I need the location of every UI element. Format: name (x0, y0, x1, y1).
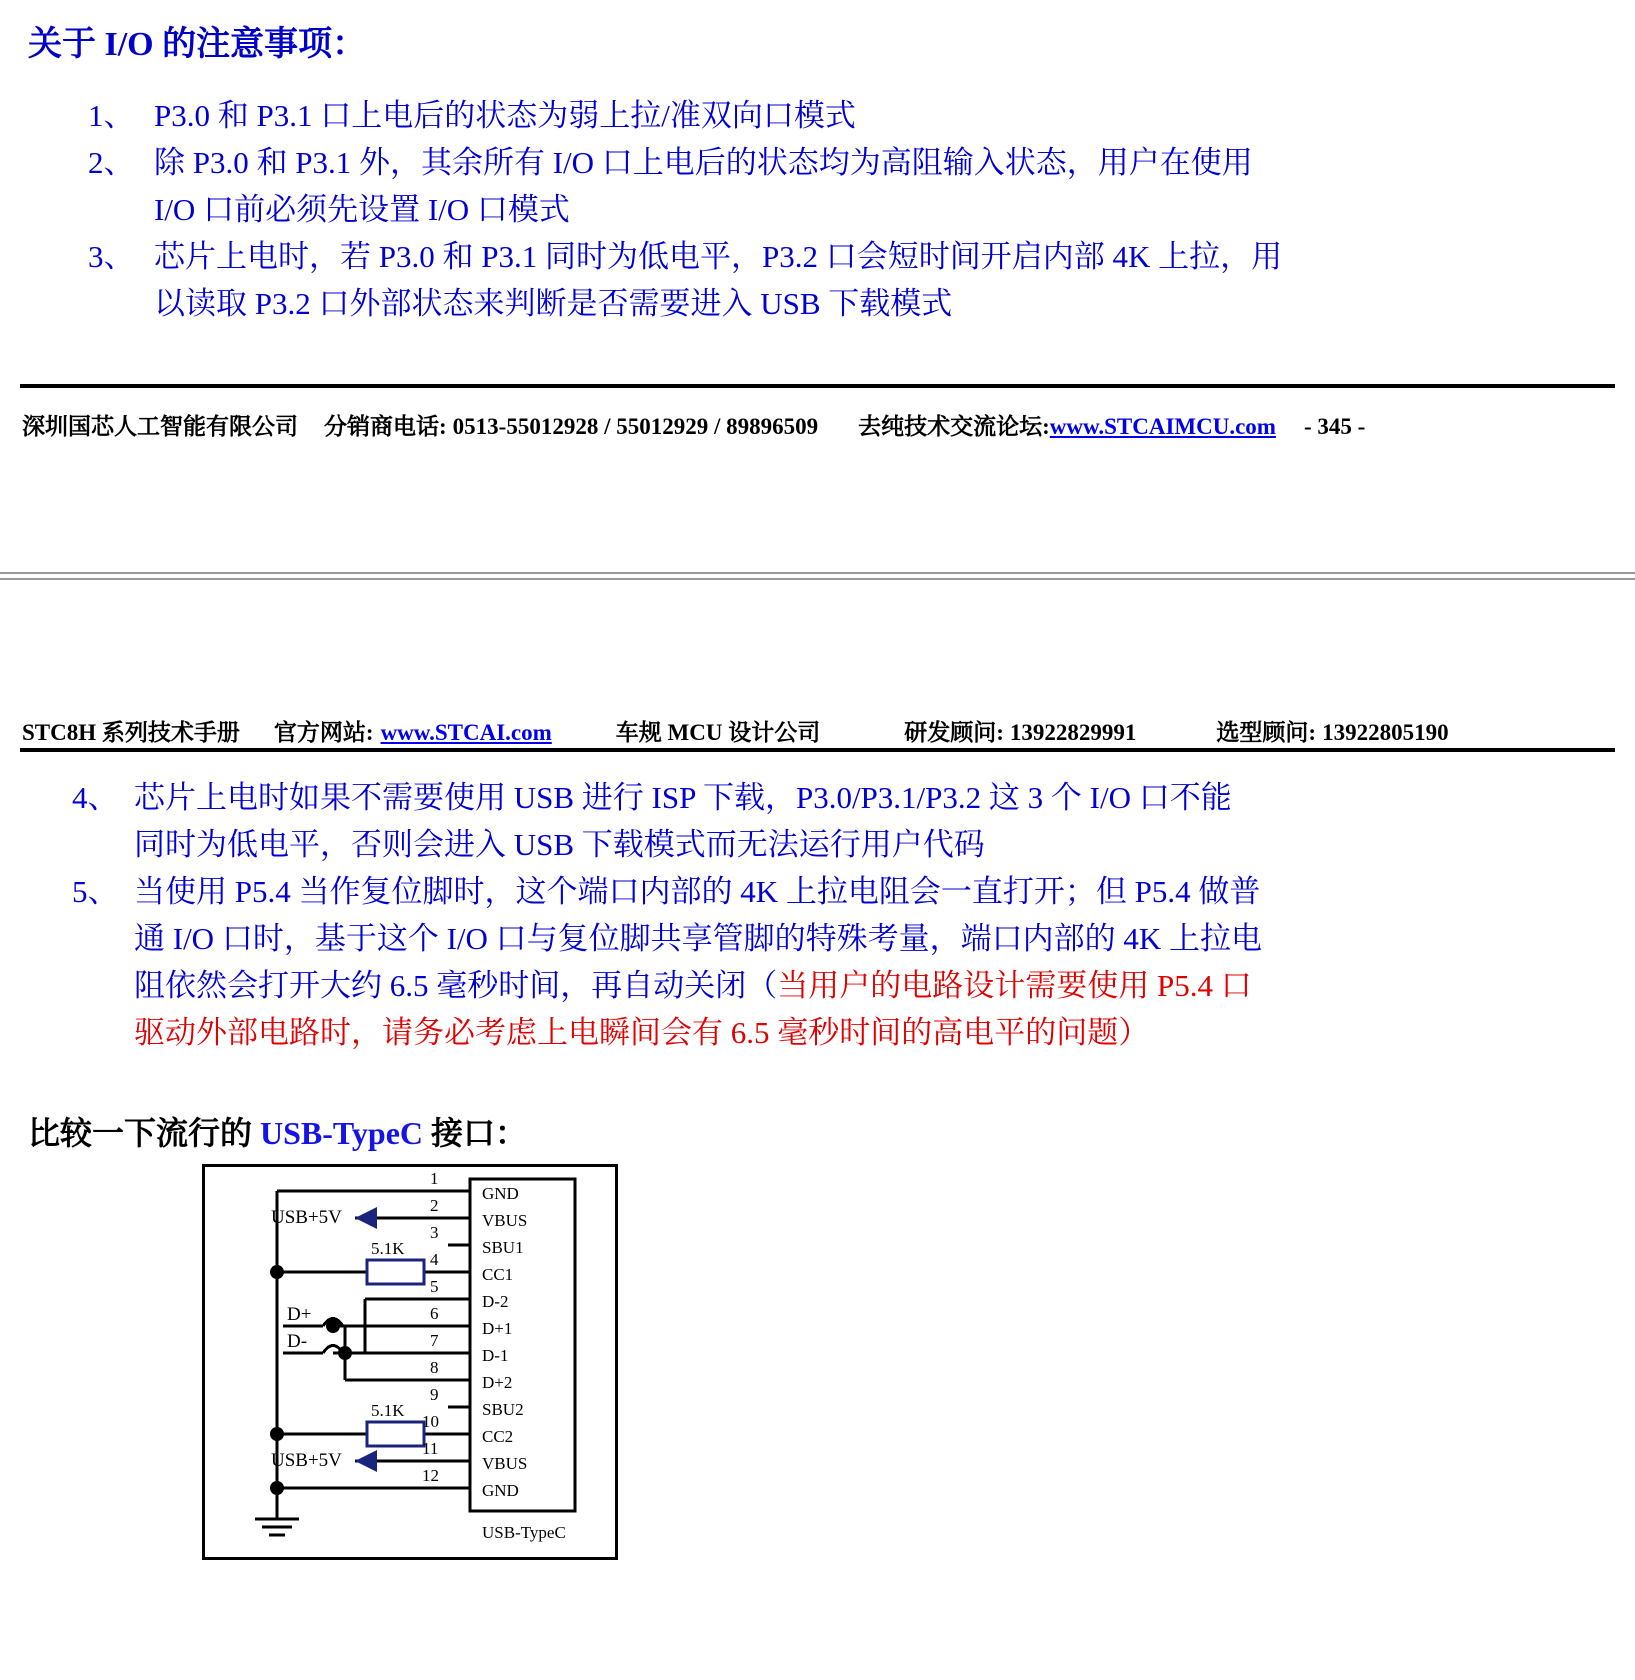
pin-name: D+2 (482, 1373, 513, 1392)
header-rd-phone: 13922829991 (1009, 720, 1137, 745)
usb-typec-circuit-diagram (202, 1164, 618, 1560)
list-item (72, 774, 1617, 868)
list-marker: 5、 (72, 874, 119, 909)
pin-number: 4 (430, 1250, 439, 1269)
net-label-dminus: D- (287, 1331, 308, 1352)
header-sel-label: 选型顾问: (1216, 720, 1317, 745)
circuit-canvas (205, 1167, 615, 1557)
list-line: 以读取 P3.2 口外部状态来判断是否需要进入 USB 下载模式 (154, 286, 953, 321)
list-marker: 1、 (88, 98, 135, 133)
list-line: 同时为低电平，否则会进入 USB 下载模式而无法运行用户代码 (134, 827, 985, 862)
page-footer (22, 408, 1622, 441)
list-marker: 2、 (88, 145, 135, 180)
pin-number: 2 (430, 1196, 439, 1215)
list-line: 通 I/O 口时，基于这个 I/O 口与复位脚共享管脚的特殊考量，端口内部的 4K 上拉电 (134, 921, 1263, 956)
pin-number: 6 (430, 1304, 439, 1323)
list-line-blue-part: 阻依然会打开大约 6.5 毫秒时间，再自动关闭（ (134, 968, 778, 1003)
page-title-io-notes: 关于 I/O 的注意事项： (28, 26, 367, 63)
list-marker: 3、 (88, 239, 135, 274)
net-label-vbus-top: USB+5V (271, 1207, 342, 1228)
pin-name: D+1 (482, 1319, 513, 1338)
list-line: I/O 口前必须先设置 I/O 口模式 (154, 192, 570, 227)
header-divider (20, 748, 1615, 752)
footer-page-number: - 345 - (1303, 414, 1366, 439)
list-line: 驱动外部电路时，请务必考虑上电瞬间会有 6.5 毫秒时间的高电平的问题） (134, 1015, 1150, 1050)
list-item (88, 139, 1608, 233)
pin-name: SBU2 (482, 1400, 524, 1419)
page-2 (0, 580, 1635, 1680)
pin-name: D-1 (482, 1346, 509, 1365)
heading-typec: USB-TypeC (260, 1115, 423, 1151)
list-line-red-part: 当用户的电路设计需要使用 P5.4 口 (777, 968, 1252, 1003)
list-body (134, 868, 1617, 1056)
pin-name: CC2 (482, 1427, 514, 1446)
list-body (154, 233, 1608, 327)
pin-number: 8 (430, 1358, 439, 1377)
list-line: 除 P3.0 和 P3.1 外，其余所有 I/O 口上电后的状态均为高阻输入状态，用户在使用 (154, 145, 1253, 180)
list-line: P3.0 和 P3.1 口上电后的状态为弱上拉/准双向口模式 (154, 98, 856, 133)
resistor-value: 5.1K (371, 1401, 405, 1420)
pin-name: CC1 (482, 1265, 514, 1284)
pin-name: VBUS (482, 1454, 528, 1473)
pin-name: GND (482, 1481, 519, 1500)
list-body (154, 92, 1608, 139)
header-sel-phone: 13922805190 (1322, 720, 1449, 745)
pin-number: 11 (422, 1439, 439, 1458)
list-item (72, 868, 1617, 1056)
heading-post: 接口： (423, 1115, 528, 1151)
heading-pre: 比较一下流行的 (28, 1115, 261, 1151)
header-rd-label: 研发顾问: (904, 720, 1004, 745)
pin-name: GND (482, 1184, 519, 1203)
page-header (22, 714, 1617, 747)
footer-divider (20, 384, 1615, 388)
circuit-schematic-svg (205, 1167, 615, 1557)
pin-number: 1 (430, 1169, 439, 1188)
list-line: 当使用 P5.4 当作复位脚时，这个端口内部的 4K 上拉电阻会一直打开；但 P5.4 做普 (134, 874, 1261, 909)
pin-number: 10 (422, 1412, 439, 1431)
footer-forum-label: 去纯技术交流论坛: (858, 414, 1050, 439)
pin-name: SBU1 (482, 1238, 524, 1257)
pin-name: D-2 (482, 1292, 509, 1311)
page-1 (0, 0, 1635, 572)
net-label-dplus: D+ (287, 1304, 312, 1325)
header-site-label: 官方网站: (273, 720, 374, 745)
footer-company: 深圳国芯人工智能有限公司 (22, 414, 298, 439)
pin-number: 7 (430, 1331, 439, 1350)
pin-number: 9 (430, 1385, 439, 1404)
list-item (88, 92, 1608, 139)
io-notes-list (88, 92, 1608, 327)
footer-dealer-phones: 0513-55012928 / 55012929 / 89896509 (452, 414, 819, 439)
footer-forum-link[interactable]: www.STCAIMCU.com (1049, 414, 1276, 439)
list-line: 芯片上电时如果不需要使用 USB 进行 ISP 下载，P3.0/P3.1/P3.2 这 3 个 I/O 口不能 (134, 780, 1232, 815)
connector-name-label: USB-TypeC (482, 1523, 566, 1542)
footer-dealer-label: 分销商电话: (324, 414, 447, 439)
pin-number: 5 (430, 1277, 439, 1296)
net-label-vbus-bottom: USB+5V (271, 1450, 342, 1471)
list-marker: 4、 (72, 780, 119, 815)
list-line: 芯片上电时，若 P3.0 和 P3.1 同时为低电平，P3.2 口会短时间开启内部 4K 上拉，用 (154, 239, 1283, 274)
pin-number: 12 (422, 1466, 439, 1485)
pin-name: VBUS (482, 1211, 528, 1230)
list-body (134, 774, 1617, 868)
list-item (88, 233, 1608, 327)
list-body (154, 139, 1608, 233)
header-site-link[interactable]: www.STCAI.com (380, 720, 552, 745)
io-notes-list-continued (72, 774, 1617, 1056)
header-manual-title: STC8H 系列技术手册 (22, 720, 240, 745)
header-company-tag: 车规 MCU 设计公司 (615, 720, 821, 745)
page-separator-top (0, 572, 1635, 574)
section-heading-compare-typec (28, 1108, 527, 1154)
pin-number: 3 (430, 1223, 439, 1242)
resistor-value: 5.1K (371, 1239, 405, 1258)
list-line (134, 962, 1617, 1009)
